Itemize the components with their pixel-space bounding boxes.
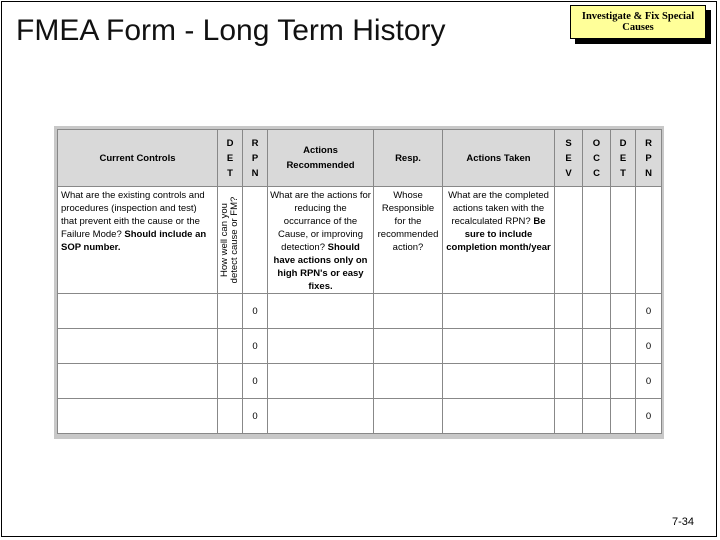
cell-current-controls[interactable] <box>58 399 218 434</box>
cell-actions-recommended[interactable] <box>268 399 374 434</box>
header-rpn-2 <box>636 130 662 187</box>
desc-sev <box>555 187 583 294</box>
badge-line-1: Investigate & Fix Special <box>581 11 695 22</box>
header-sev-letter: E <box>565 152 572 164</box>
cell-actions-taken[interactable] <box>443 364 555 399</box>
header-rpn-letter: N <box>251 167 259 179</box>
header-actions-recommended <box>268 130 374 187</box>
cell-det-2[interactable] <box>611 399 636 434</box>
cell-sev[interactable] <box>555 399 583 434</box>
cell-actions-taken[interactable] <box>443 399 555 434</box>
cell-det[interactable] <box>218 399 243 434</box>
header-occ-letter: C <box>593 167 600 179</box>
description-row <box>58 187 662 294</box>
cell-sev[interactable] <box>555 294 583 329</box>
header-rpn2-letter: P <box>645 152 652 164</box>
header-current-controls: Current Controls <box>58 130 218 187</box>
cell-sev[interactable] <box>555 364 583 399</box>
cell-occ[interactable] <box>583 329 611 364</box>
cell-resp[interactable] <box>374 364 443 399</box>
header-det-2 <box>611 130 636 187</box>
desc-current-controls-text: What are the existing controls and procedures (inspection and test) that prevent eith the cause or the Failure Mode? <box>61 190 205 240</box>
investigate-fix-badge <box>570 5 706 39</box>
cell-resp[interactable] <box>374 329 443 364</box>
header-rpn-letter: R <box>251 137 259 149</box>
cell-det[interactable] <box>218 294 243 329</box>
header-det <box>218 130 243 187</box>
table-row <box>58 294 662 329</box>
header-rpn2-letter: N <box>645 167 652 179</box>
badge-line-2: Causes <box>622 22 654 33</box>
cell-rpn-2: 0 <box>636 329 662 364</box>
desc-actions-recommended <box>268 187 374 294</box>
header-det2-letter: T <box>620 167 626 179</box>
cell-rpn: 0 <box>243 294 268 329</box>
header-sev <box>555 130 583 187</box>
cell-rpn-2: 0 <box>636 364 662 399</box>
desc-current-controls <box>58 187 218 294</box>
header-occ-letter: C <box>593 152 600 164</box>
desc-occ <box>583 187 611 294</box>
header-occ <box>583 130 611 187</box>
desc-current-controls-bold: Should include an SOP number. <box>61 229 207 253</box>
header-actions-line: Recommended <box>286 160 355 171</box>
cell-current-controls[interactable] <box>58 294 218 329</box>
header-rpn2-letter: R <box>645 137 652 149</box>
table-row <box>58 329 662 364</box>
cell-resp[interactable] <box>374 294 443 329</box>
cell-rpn-2: 0 <box>636 294 662 329</box>
cell-actions-recommended[interactable] <box>268 329 374 364</box>
page-number: 7-34 <box>672 516 695 528</box>
table-row <box>58 364 662 399</box>
cell-resp[interactable] <box>374 399 443 434</box>
cell-rpn: 0 <box>243 329 268 364</box>
fmea-table <box>57 129 662 434</box>
cell-actions-taken[interactable] <box>443 329 555 364</box>
header-sev-letter: S <box>565 137 572 149</box>
header-det-letter: D <box>226 137 234 149</box>
cell-rpn: 0 <box>243 399 268 434</box>
cell-occ[interactable] <box>583 399 611 434</box>
cell-rpn: 0 <box>243 364 268 399</box>
header-row <box>58 130 662 187</box>
table-row <box>58 399 662 434</box>
cell-occ[interactable] <box>583 364 611 399</box>
header-occ-letter: O <box>592 137 601 149</box>
slide-title: FMEA Form - Long Term History <box>16 14 446 47</box>
cell-actions-recommended[interactable] <box>268 364 374 399</box>
cell-det[interactable] <box>218 364 243 399</box>
header-det2-letter: D <box>619 137 627 149</box>
header-det-letter: E <box>226 152 234 164</box>
desc-actions-taken-text: What are the completed actions taken with the recalculated RPN? <box>448 190 549 227</box>
fmea-table-container <box>54 126 664 439</box>
cell-actions-recommended[interactable] <box>268 294 374 329</box>
cell-det-2[interactable] <box>611 364 636 399</box>
header-sev-letter: V <box>565 167 572 179</box>
desc-det-2 <box>611 187 636 294</box>
desc-actions-taken-bold: Be sure to include completion month/year <box>446 216 551 253</box>
cell-actions-taken[interactable] <box>443 294 555 329</box>
desc-rpn-2 <box>636 187 662 294</box>
header-resp: Resp. <box>374 130 443 187</box>
cell-det-2[interactable] <box>611 294 636 329</box>
cell-current-controls[interactable] <box>58 364 218 399</box>
cell-det[interactable] <box>218 329 243 364</box>
desc-actions-taken <box>443 187 555 294</box>
cell-current-controls[interactable] <box>58 329 218 364</box>
desc-det <box>218 187 243 294</box>
cell-det-2[interactable] <box>611 329 636 364</box>
header-rpn-letter: P <box>251 152 259 164</box>
header-det-letter: T <box>227 167 233 179</box>
cell-rpn-2: 0 <box>636 399 662 434</box>
header-rpn <box>243 130 268 187</box>
desc-resp: Whose Responsible for the recommended action? <box>374 187 443 294</box>
desc-actions-recommended-bold: Should have actions only on high RPN's or easy fixes. <box>273 242 368 292</box>
desc-actions-recommended-text: What are the actions for reducing the occurrance of the Cause, or improving detection? <box>270 190 371 253</box>
cell-occ[interactable] <box>583 294 611 329</box>
header-actions-taken: Actions Taken <box>443 130 555 187</box>
header-det2-letter: E <box>619 152 627 164</box>
desc-det-vertical-text: How well can you detect cause or FM? <box>219 196 240 284</box>
header-actions-line: Actions <box>303 145 338 156</box>
cell-sev[interactable] <box>555 329 583 364</box>
desc-rpn <box>243 187 268 294</box>
